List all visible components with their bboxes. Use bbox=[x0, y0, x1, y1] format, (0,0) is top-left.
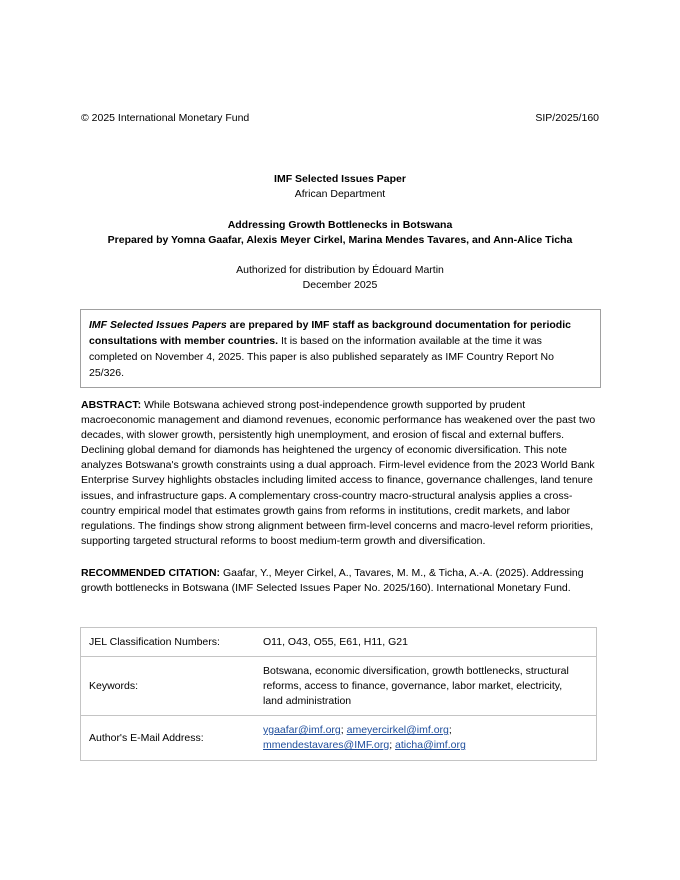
abstract bbox=[81, 398, 599, 549]
email-link[interactable]: ygaafar@imf.org bbox=[263, 724, 341, 736]
metadata-table bbox=[80, 627, 597, 761]
abstract-text: While Botswana achieved strong post-independence growth supported by prudent macroeconomic management and diamond revenues, economic performance has weakened over the past two decades, with slower growth, persistently high unemployment, and erosion of fiscal and external buffers. Declining global demand for diamonds has heightened the urgency of economic diversification. This note analyzes Botswana's growth constraints using a dual approach. Firm-level evidence from the 2023 World Bank Enterprise Survey highlights obstacles including limited access to finance, governance challenges, land tenure issues, and infrastructure gaps. A complementary cross-country macro-structural analysis applies a cross-country empirical model that estimates growth gains from reforms in institutions, credit markets, and labor regulations. The findings show strong alignment between firm-level concerns and macro-level reform priorities, supporting targeted structural reforms to boost medium-term growth and diversification. bbox=[81, 399, 596, 547]
department: African Department bbox=[294, 188, 386, 200]
page-header bbox=[81, 111, 599, 126]
disclaimer-series-name: IMF Selected Issues Papers bbox=[89, 319, 227, 331]
email-label: Author's E-Mail Address: bbox=[81, 716, 256, 761]
recommended-citation bbox=[81, 566, 599, 596]
authorization-block bbox=[81, 263, 599, 293]
citation-text: Gaafar, Y., Meyer Cirkel, A., Tavares, M. M., & Ticha, A.-A. (2025). Addressing growth bottlenecks in Botswana (IMF Selected Issues Paper No. 2025/160). International Monetary Fund. bbox=[81, 567, 584, 595]
email-separator: ; bbox=[389, 739, 396, 751]
authorized-by: Authorized for distribution by Édouard Martin bbox=[236, 264, 444, 276]
email-link[interactable]: ameyercirkel@imf.org bbox=[346, 724, 449, 736]
citation-label: RECOMMENDED CITATION: bbox=[81, 567, 221, 579]
jel-value: O11, O43, O55, E61, H11, G21 bbox=[255, 628, 597, 657]
publication-date: December 2025 bbox=[302, 279, 378, 291]
authors-line: Prepared by Yomna Gaafar, Alexis Meyer Cirkel, Marina Mendes Tavares, and Ann-Alice Ticha bbox=[107, 234, 573, 246]
email-link[interactable]: mmendestavares@IMF.org bbox=[263, 739, 390, 751]
table-row bbox=[81, 657, 597, 716]
disclaimer-lead-text: are prepared by IMF staff as background documentation for periodic consultations with member countries. bbox=[89, 319, 571, 347]
disclaimer-box bbox=[80, 309, 601, 388]
study-heading bbox=[81, 218, 599, 248]
study-title: Addressing Growth Bottlenecks in Botswana bbox=[227, 219, 453, 231]
jel-label: JEL Classification Numbers: bbox=[81, 628, 256, 657]
series-number: SIP/2025/160 bbox=[535, 112, 599, 124]
table-row bbox=[81, 628, 597, 657]
abstract-label: ABSTRACT: bbox=[81, 399, 142, 411]
email-link[interactable]: aticha@imf.org bbox=[395, 739, 466, 751]
email-separator: ; bbox=[448, 724, 452, 736]
keywords-value: Botswana, economic diversification, growth bottlenecks, structural reforms, access to finance, governance, labor market, electricity, land administration bbox=[255, 657, 597, 716]
paper-type: IMF Selected Issues Paper bbox=[274, 173, 406, 185]
copyright-notice: © 2025 International Monetary Fund bbox=[81, 112, 250, 124]
paper-type-block bbox=[81, 172, 599, 202]
email-separator: ; bbox=[340, 724, 347, 736]
disclaimer-text: It is based on the information available at the time it was completed on November 4, 2025. This paper is also published separately as IMF Country Report No 25/326. bbox=[89, 335, 554, 379]
email-list bbox=[255, 716, 597, 761]
table-row bbox=[81, 716, 597, 761]
keywords-label: Keywords: bbox=[81, 657, 256, 716]
